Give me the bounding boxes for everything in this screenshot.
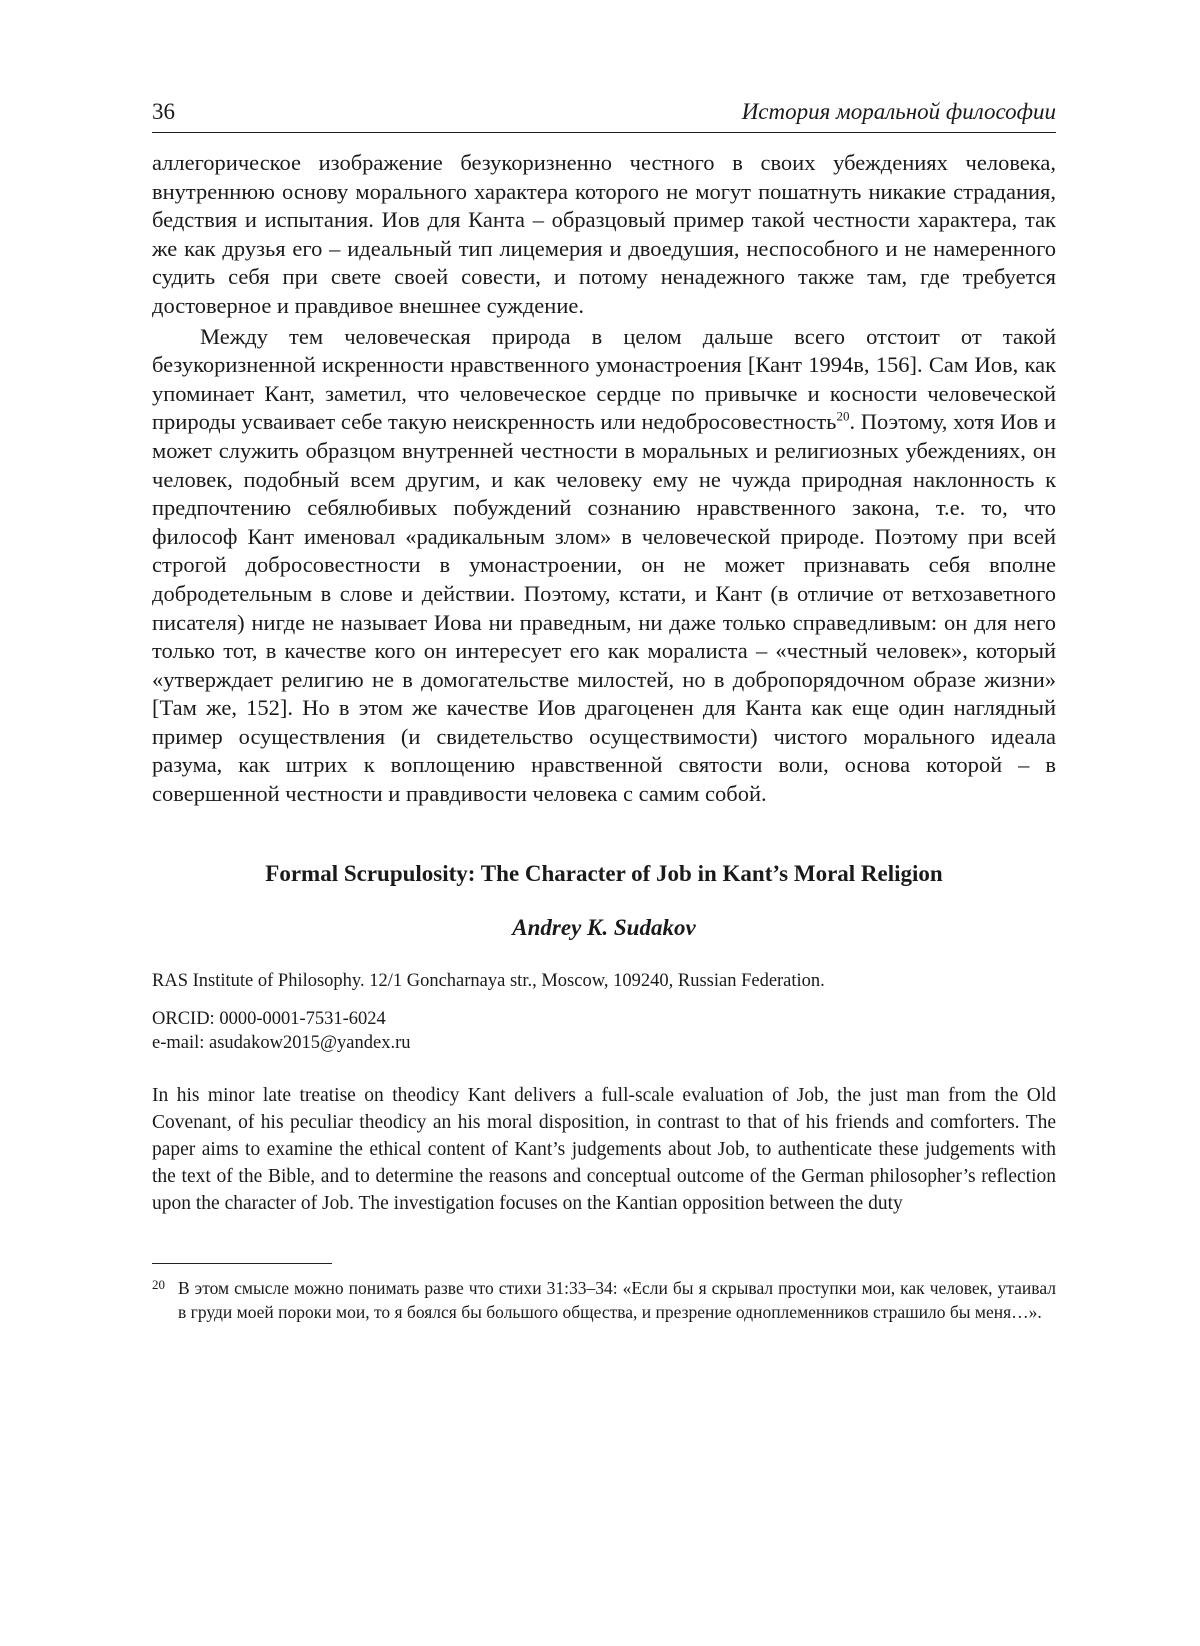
running-title: История моральной философии [741,99,1056,124]
body-text [152,149,1056,809]
email: e-mail: asudakow2015@yandex.ru [152,1032,411,1053]
abstract: In his minor late treatise on theodicy Kant delivers a full-scale evaluation of Job, the just man from the Old Covenant, of his peculiar theodicy an his moral disposition, in contrast to that of his friends and comforters. The paper aims to examine the ethical content of Kant’s judgements about Job, to authenticate these judgements with the text of the Bible, and to determine the reasons and conceptual outcome of the German philosopher’s reflection upon the character of Job. The investigation focuses on the Kantian opposition between the duty [152,1084,1056,1214]
paragraph-2 [152,323,1056,809]
affiliation: RAS Institute of Philosophy. 12/1 Goncharnaya str., Moscow, 109240, Russian Federation. [152,970,825,991]
footnote-number: 20 [152,1276,165,1292]
author-name: Andrey K. Sudakov [512,914,696,940]
paragraph-2-text-end: . Поэтому, хотя Иов и может служить образцом внутренней честности в моральных и религиозных убеждениях, он человек, подобный всем другим, и как человеку ему не чужда природная наклонность к предпочтению себялюбивых побуждений сознанию нравственного закона, т.е. то, что философ Кант именовал «радикальным злом» в человеческой природе. Поэтому при всей строгой добросовестности в умонастроении, он не может признавать себя вполне добродетельным в слове и действии. Поэтому, кстати, и Кант (в отличие от ветхозаветного писателя) нигде не называет Иова ни праведным, ни даже только справедливым: он для него только тот, в качестве кого он интересует его как моралиста – «честный человек», который «утверждает религию не в домогательстве милостей, но в добропорядочном образе жизни» [Там же, 152]. Но в этом же качестве Иов драгоценен для Канта как еще один наглядный пример осуществления (и свидетельство осуществимости) чистого морального идеала разума, как штрих к воплощению нравственной святости воли, основа которой – в совершенной честности и правдивости человека с самим собой. [152,409,1056,807]
footnote-ref[interactable]: 20 [836,408,850,424]
paragraph-1: аллегорическое изображение безукоризненно честного в своих убеждениях человека, внутреннюю основу морального характера которого не могут пошатнуть никакие страдания, бедствия и испытания. Иов для Канта – образцовый пример такой честности характера, так же как друзья его – идеальный тип лицемерия и двоедушия, неспособного и не намеренного судить себя при свете своей совести, и потому ненадежного также там, где требуется достоверное и правдивое внешнее суждение. [152,150,1056,318]
footnote-divider [152,1263,332,1264]
page-number: 36 [152,99,175,124]
english-title: Formal Scrupulosity: The Character of Job in Kant’s Moral Religion [265,860,943,886]
contacts [152,1007,1056,1055]
paragraph-2-text-start: Между тем человеческая природа в целом дальше всего отстоит от такой безукоризненной искренности нравственного умонастроения [Кант 1994в, 156]. Сам Иов, как упоминает Кант, заметил, что человеческое сердце по привычке и косности человеческой природы усваивает себе такую неискренность или недобросовестность [152,323,1056,435]
page [152,98,1056,1324]
footnote-text: В этом смысле можно понимать разве что стихи 31:33–34: «Если бы я скрывал проступки мои, как человек, утаивал в груди моей пороки мои, то я боялся бы большого общества, и презрение одноплеменников страшило бы меня…». [178,1277,1056,1322]
footnote [152,1276,1056,1324]
running-header [152,98,1056,133]
orcid: ORCID: 0000-0001-7531-6024 [152,1008,386,1029]
